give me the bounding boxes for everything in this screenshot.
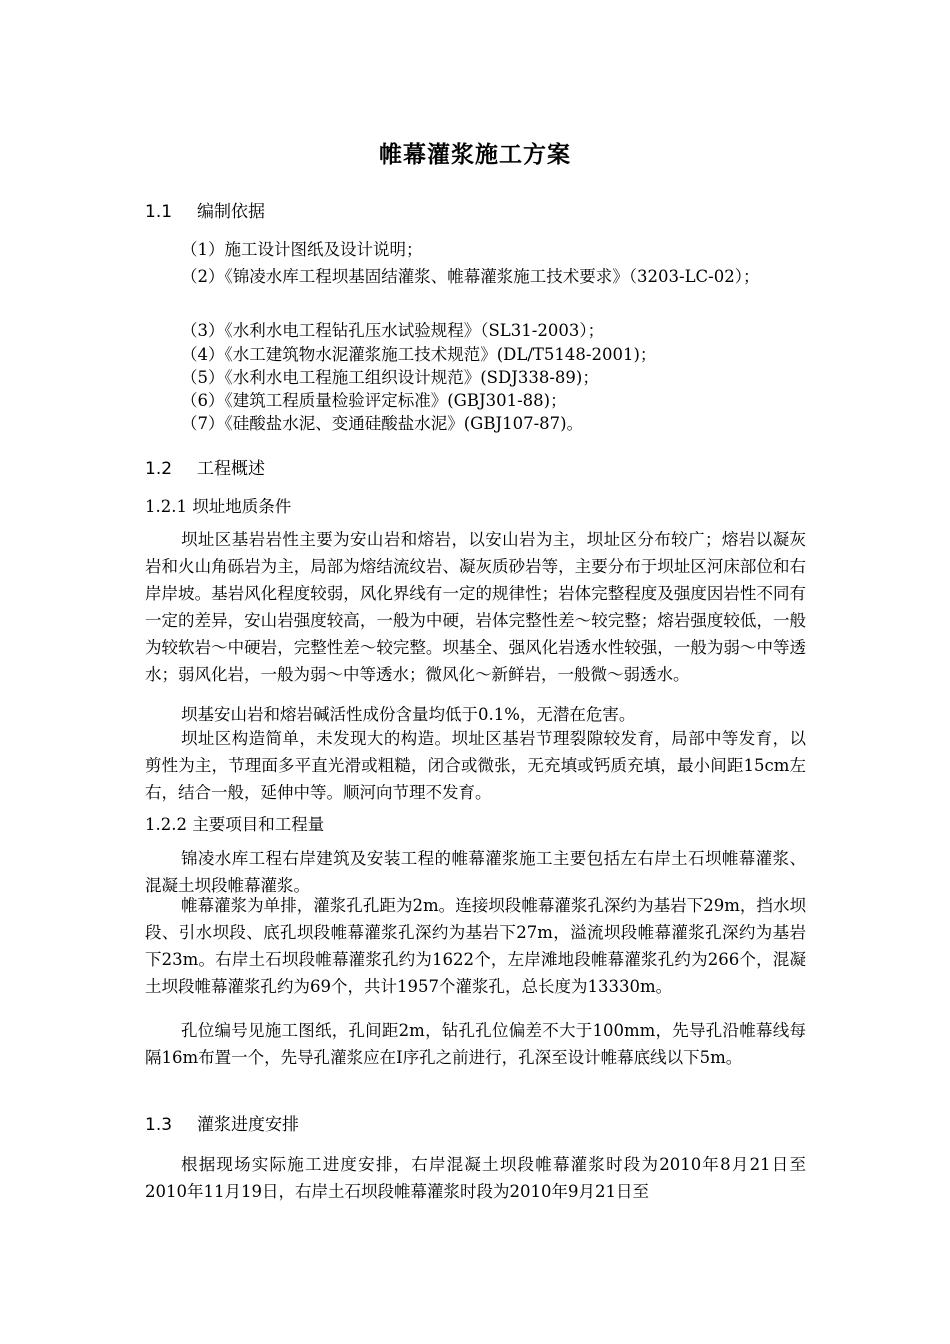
reference-item: （6）《建筑工程质量检验评定标准》(GBJ301-88)； bbox=[181, 391, 567, 410]
reference-item: （1）施工设计图纸及设计说明； bbox=[181, 240, 423, 259]
heading-1-2 bbox=[145, 454, 265, 479]
heading-number: 1.3 bbox=[145, 1115, 173, 1135]
heading-1-1 bbox=[145, 197, 265, 222]
paragraph-scope-2: 帷幕灌浆为单排，灌浆孔孔距为2m。连接坝段帷幕灌浆孔深约为基岩下29m，挡水坝段、引水坝段、底孔坝段帷幕灌浆孔深约为基岩下27m，溢流坝段帷幕灌浆孔深约为基岩下23m。右岸土石坝段帷幕灌浆孔约为1622个，左岸滩地段帷幕灌浆孔约为266个，混凝土坝段帷幕灌浆孔约为69个，共计1957个灌浆孔，总长度为13330m。 bbox=[145, 896, 806, 996]
heading-1-3 bbox=[145, 1110, 299, 1135]
paragraph-geology-3: 坝址区构造简单，未发现大的构造。坝址区基岩节理裂隙较发育，局部中等发育，以剪性为主，节理面多平直光滑或粗糙，闭合或微张，无充填或钙质充填，最小间距15cm左右，结合一般，延伸中等。顺河向节理不发育。 bbox=[145, 729, 806, 802]
heading-text: 灌浆进度安排 bbox=[197, 1115, 299, 1135]
reference-item: （5）《水利水电工程施工组织设计规范》(SDJ338-89)； bbox=[181, 368, 599, 387]
heading-number: 1.2 bbox=[145, 459, 173, 479]
heading-1-2-1: 1.2.1 坝址地质条件 bbox=[145, 497, 292, 516]
document-title: 帷幕灌浆施工方案 bbox=[379, 141, 571, 168]
paragraph-scope-3: 孔位编号见施工图纸，孔间距2m，钻孔孔位偏差不大于100mm，先导孔沿帷幕线每隔16m布置一个，先导孔灌浆应在Ⅰ序孔之前进行，孔深至设计帷幕底线以下5m。 bbox=[145, 1021, 806, 1067]
paragraph-geology-1: 坝址区基岩岩性主要为安山岩和熔岩，以安山岩为主，坝址区分布较广；熔岩以凝灰岩和火山角砾岩为主，局部为熔结流纹岩、凝灰质砂岩等，主要分布于坝址区河床部位和右岸岸坡。基岩风化程度较弱，风化界线有一定的规律性；岩体完整程度及强度因岩性不同有一定的差异，安山岩强度较高，一般为中硬，岩体完整性差～较完整；熔岩强度较低，一般为较软岩～中硬岩，完整性差～较完整。坝基全、强风化岩透水性较强，一般为弱～中等透水；弱风化岩，一般为弱～中等透水；微风化～新鲜岩，一般微～弱透水。 bbox=[145, 530, 806, 684]
reference-item: （4）《水工建筑物水泥灌浆施工技术规范》(DL/T5148-2001)； bbox=[181, 345, 657, 364]
reference-item: （3）《水利水电工程钻孔压水试验规程》（SL31-2003）； bbox=[181, 321, 605, 340]
reference-item: （7）《硅酸盐水泥、变通硅酸盐水泥》(GBJ107-87)。 bbox=[181, 414, 584, 433]
paragraph-geology-2: 坝基安山岩和熔岩碱活性成份含量均低于0.1%，无潜在危害。 bbox=[181, 705, 636, 724]
heading-text: 工程概述 bbox=[197, 459, 265, 479]
paragraph-schedule-1: 根据现场实际施工进度安排，右岸混凝土坝段帷幕灌浆时段为2010年8月21日至2010年11月19日，右岸土石坝段帷幕灌浆时段为2010年9月21日至 bbox=[145, 1155, 806, 1201]
heading-1-2-2: 1.2.2 主要项目和工程量 bbox=[145, 815, 325, 834]
paragraph-scope-1: 锦凌水库工程右岸建筑及安装工程的帷幕灌浆施工主要包括左右岸土石坝帷幕灌浆、混凝土坝段帷幕灌浆。 bbox=[145, 849, 806, 895]
reference-item: （2）《锦凌水库工程坝基固结灌浆、帷幕灌浆施工技术要求》（3203-LC-02）； bbox=[181, 267, 760, 286]
heading-number: 1.1 bbox=[145, 202, 173, 222]
heading-text: 编制依据 bbox=[197, 202, 265, 222]
